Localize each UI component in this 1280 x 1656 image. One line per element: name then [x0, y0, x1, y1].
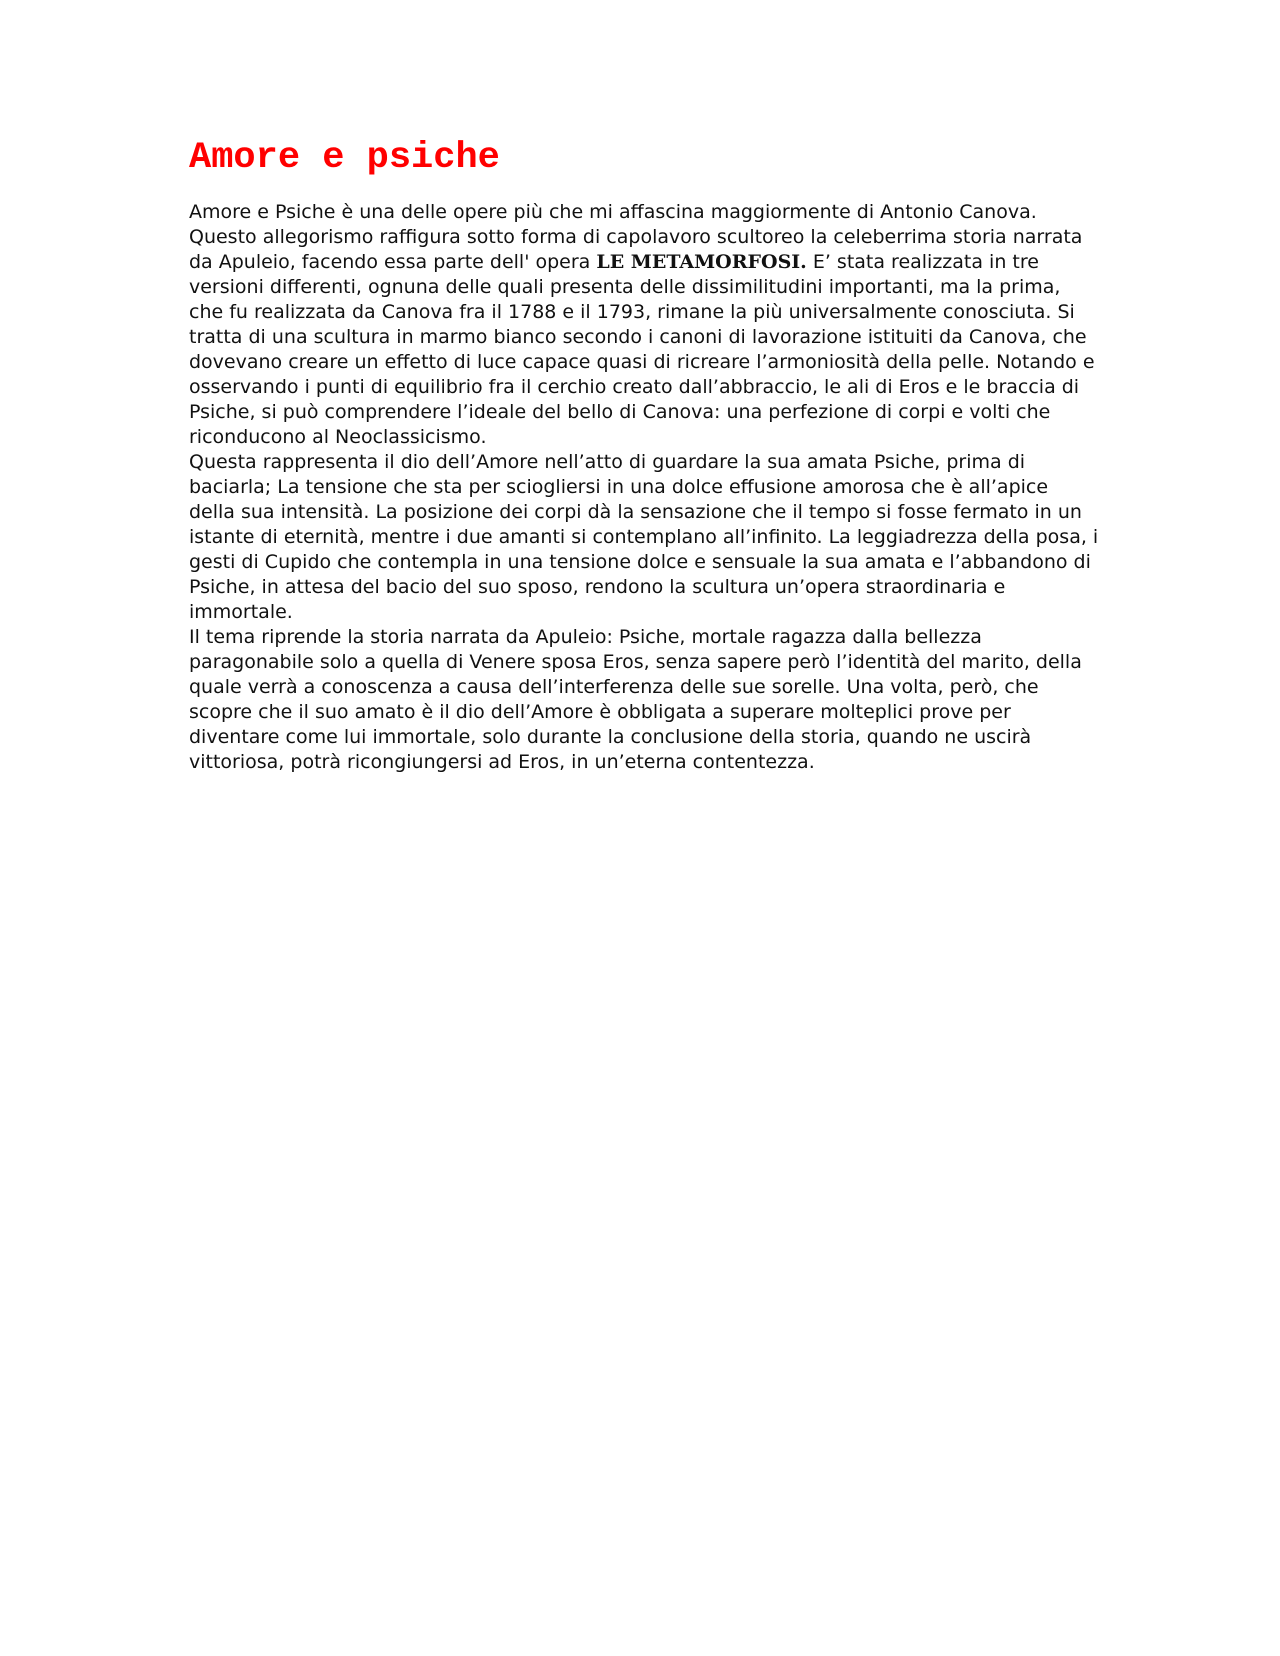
paragraph-1-text-end: E’ stata realizzata in tre versioni differenti, ognuna delle quali presenta delle dissimilitudini importanti, ma la prima, che fu realizzata da Canova fra il 1788 e il 1793, rimane la più universalmente conosciuta. Si tratta di una scultura in marmo bianco secondo i canoni di lavorazione istituiti da Canova, che dovevano creare un effetto di luce capace quasi di ricreare l’armoniosità della pelle. Notando e osservando i punti di equilibrio fra il cerchio creato dall’abbraccio, le ali di Eros e le braccia di Psiche, si può comprendere l’ideale del bello di Canova: una perfezione di corpi e volti che riconducono al Neoclassicismo. [189, 251, 1095, 448]
paragraph-1-text-start: Amore e Psiche è una delle opere più che mi affascina maggiormente di Antonio Canova. Questo allegorismo raffigura sotto forma di capolavoro scultoreo la celeberrima storia narrata da Apuleio, facendo essa parte dell' opera [189, 201, 1083, 273]
paragraph-2: Questa rappresenta il dio dell’Amore nell’atto di guardare la sua amata Psiche, prima di baciarla; La tensione che sta per sciogliersi in una dolce effusione amorosa che è all’apice della sua intensità. La posizione dei corpi dà la sensazione che il tempo si fosse fermato in un istante di eternità, mentre i due amanti si contemplano all’infinito. La leggiadrezza della posa, i gesti di Cupido che contempla in una tensione dolce e sensuale la sua amata e l’abbandono di Psiche, in attesa del bacio del suo sposo, rendono la scultura un’opera straordinaria e immortale. [189, 451, 1099, 623]
work-title-le-metamorfosi: LE METAMORFOSI. [596, 251, 807, 273]
paragraph-1 [189, 200, 1099, 450]
document-body [189, 200, 1099, 775]
paragraph-3: Il tema riprende la storia narrata da Apuleio: Psiche, mortale ragazza dalla bellezza paragonabile solo a quella di Venere sposa Eros, senza sapere però l’identità del marito, della quale verrà a conoscenza a causa dell’interferenza delle sue sorelle. Una volta, però, che scopre che il suo amato è il dio dell’Amore è obbligata a superare molteplici prove per diventare come lui immortale, solo durante la conclusione della storia, quando ne uscirà vittoriosa, potrà ricongiungersi ad Eros, in un’eterna contentezza. [189, 626, 1082, 773]
document-title: Amore e psiche [189, 137, 500, 179]
